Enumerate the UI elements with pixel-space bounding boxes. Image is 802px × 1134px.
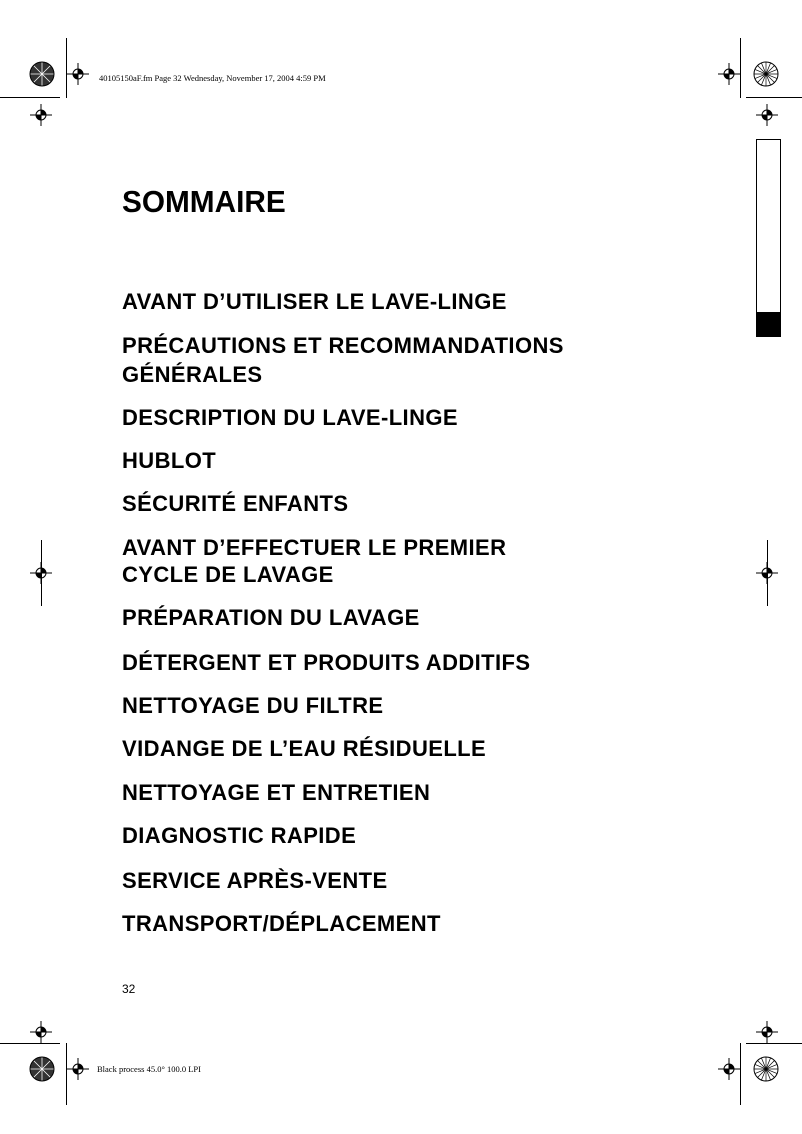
section-tab: [756, 139, 781, 314]
registration-mark-icon: [756, 1021, 778, 1043]
toc-entry: PRÉPARATION DU LAVAGE: [122, 605, 420, 630]
toc-entry: SÉCURITÉ ENFANTS: [122, 491, 349, 516]
registration-mark-icon: [67, 1058, 89, 1080]
crop-mark-icon: [41, 540, 42, 606]
section-tab-marker: [756, 312, 781, 337]
toc-entry: NETTOYAGE ET ENTRETIEN: [122, 780, 431, 805]
page-number: 32: [122, 982, 136, 996]
page-title: SOMMAIRE: [122, 184, 286, 219]
toc-entry: HUBLOT: [122, 448, 217, 473]
crop-mark-icon: [0, 1043, 60, 1044]
crop-mark-icon: [740, 1043, 741, 1105]
crop-mark-icon: [746, 1043, 802, 1044]
toc-entry: DÉTERGENT ET PRODUITS ADDITIFS: [122, 650, 531, 675]
toc-entry: AVANT D’UTILISER LE LAVE-LINGE: [122, 289, 507, 314]
toc-entry: NETTOYAGE DU FILTRE: [122, 693, 384, 718]
color-wheel-icon: [753, 61, 779, 87]
toc-entry: SERVICE APRÈS-VENTE: [122, 868, 388, 893]
toc-entry: VIDANGE DE L’EAU RÉSIDUELLE: [122, 736, 487, 761]
color-wheel-icon: [753, 1056, 779, 1082]
color-wheel-icon: [29, 61, 55, 87]
toc-entry: TRANSPORT/DÉPLACEMENT: [122, 911, 441, 936]
crop-mark-icon: [767, 540, 768, 606]
crop-mark-icon: [740, 38, 741, 98]
printer-slug: 40105150aF.fm Page 32 Wednesday, November 17, 2004 4:59 PM: [99, 73, 326, 83]
registration-mark-icon: [756, 104, 778, 126]
crop-mark-icon: [746, 97, 802, 98]
toc-entry: DIAGNOSTIC RAPIDE: [122, 823, 357, 848]
registration-mark-icon: [718, 63, 740, 85]
crop-mark-icon: [0, 97, 60, 98]
registration-mark-icon: [30, 104, 52, 126]
registration-mark-icon: [718, 1058, 740, 1080]
toc-entry: CYCLE DE LAVAGE: [122, 562, 334, 587]
toc-entry: AVANT D’EFFECTUER LE PREMIER: [122, 535, 507, 560]
toc-entry: DESCRIPTION DU LAVE-LINGE: [122, 405, 458, 430]
registration-mark-icon: [30, 1021, 52, 1043]
color-wheel-icon: [29, 1056, 55, 1082]
toc-entry: GÉNÉRALES: [122, 362, 263, 387]
toc-entry: PRÉCAUTIONS ET RECOMMANDATIONS: [122, 333, 564, 358]
printer-slug: Black process 45.0° 100.0 LPI: [97, 1064, 201, 1074]
registration-mark-icon: [67, 63, 89, 85]
